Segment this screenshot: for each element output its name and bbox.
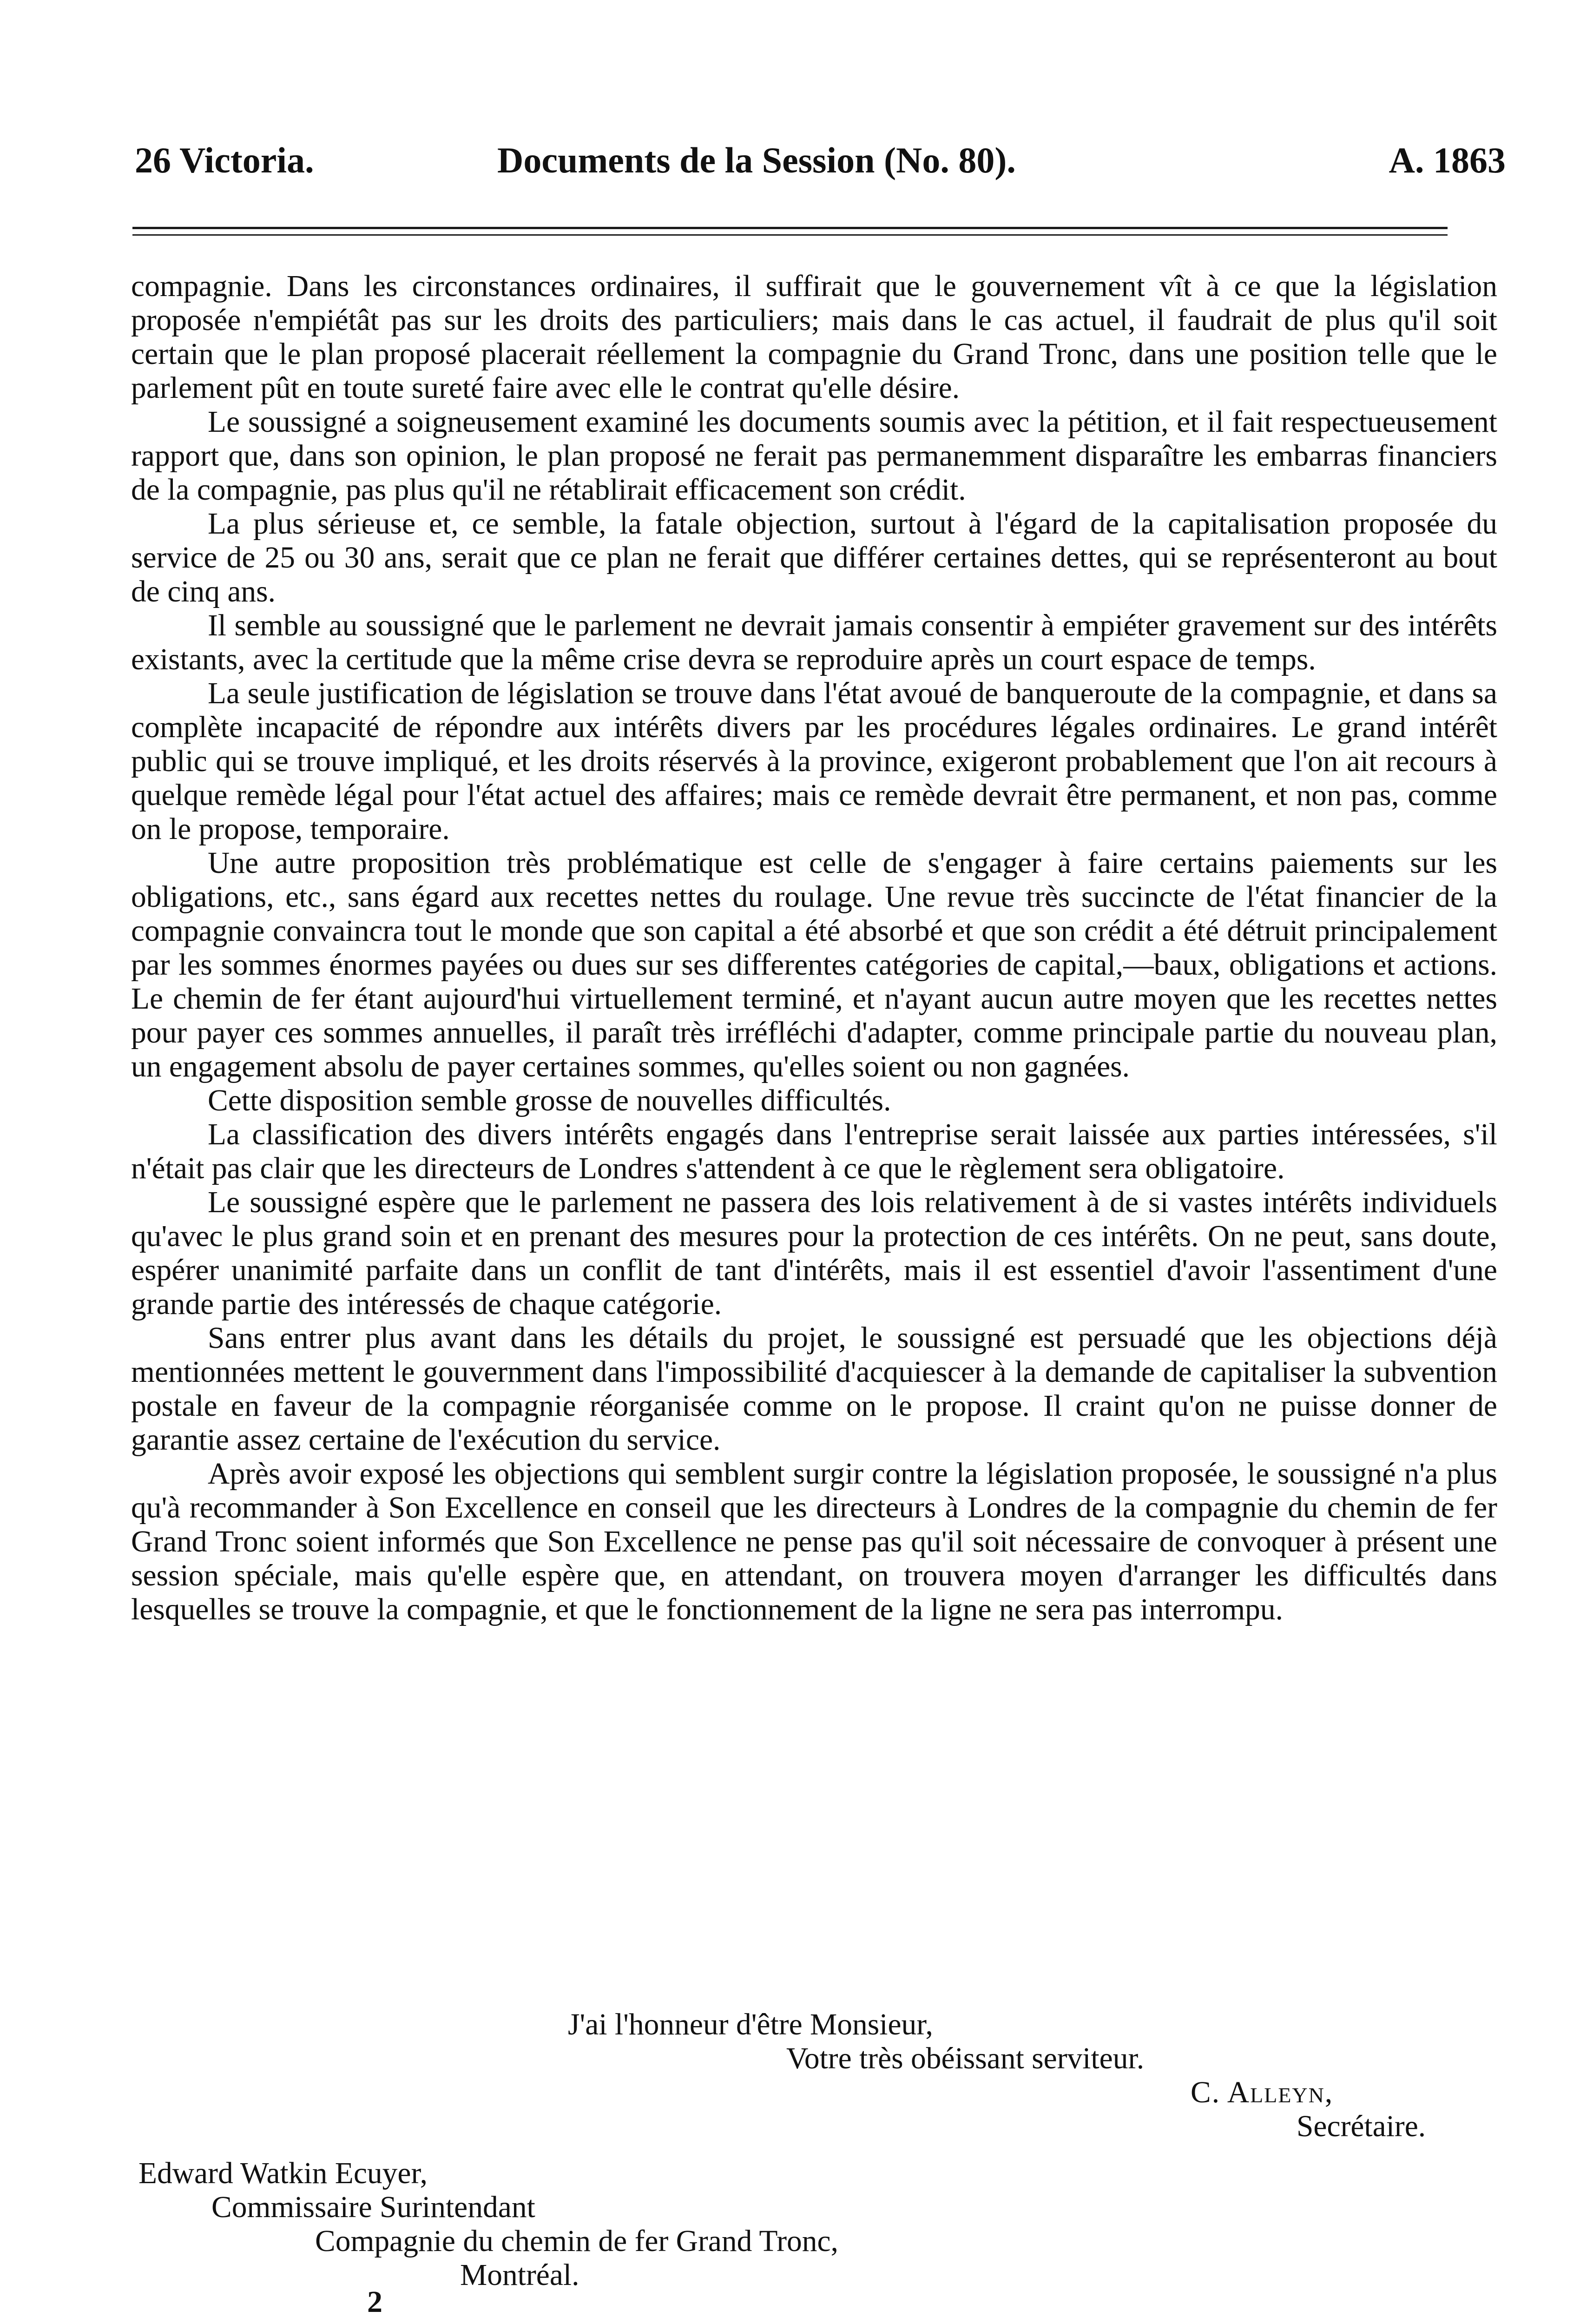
running-header <box>135 139 1506 191</box>
header-document-title: Documents de la Session (No. 80). <box>497 140 1016 180</box>
paragraph: La plus sérieuse et, ce semble, la fatale objection, surtout à l'égard de la capitalisation proposée du service de 25 ou 30 ans, serait que ce plan ne ferait que différer certaines dettes, qui se représenteront au bout de cinq ans. <box>131 507 1497 608</box>
header-rule-thick <box>132 227 1448 229</box>
paragraph: Le soussigné a soigneusement examiné les documents soumis avec la pétition, et il fait respectueusement rapport que, dans son opinion, le plan proposé ne ferait pas permanemment disparaître les embarras financiers de la compagnie, pas plus qu'il ne rétablirait efficacement son crédit. <box>131 405 1497 507</box>
paragraph: La seule justification de législation se trouve dans l'état avoué de banqueroute de la compagnie, et dans sa complète incapacité de répondre aux intérêts divers par les procédures légales ordinaires. Le grand intérêt public qui se trouve impliqué, et les droits réservés à la province, exigeront probablement que l'on ait recours à quelque remède légal pour l'état actuel des affaires; mais ce remède devrait être permanent, et non pas, comme on le propose, temporaire. <box>131 677 1497 846</box>
letter-body <box>131 270 1497 1627</box>
page-number: 2 <box>367 2285 382 2319</box>
paragraph: Le soussigné espère que le parlement ne passera des lois relativement à de si vastes intérêts individuels qu'avec le plus grand soin et en prenant des mesures pour la protection de ces intérêts. On ne peut, sans doute, espérer unanimité parfaite dans un conflit de tant d'intérêts, mais il est essentiel d'avoir l'assentiment d'une grande partie des intéressés de chaque catégorie. <box>131 1186 1497 1321</box>
paragraph: Cette disposition semble grosse de nouvelles difficultés. <box>208 1084 891 1117</box>
paragraph: compagnie. Dans les circonstances ordinaires, il suffirait que le gouvernement vît à ce que la législation proposée n'empiétât pas sur les droits des particuliers; mais dans le cas actuel, il faudrait de plus qu'il soit certain que le plan proposé placerait réellement la compagnie du Grand Tronc, dans une position telle que le parlement pût en toute sureté faire avec elle le contrat qu'elle désire. <box>131 270 1497 405</box>
paragraph: Une autre proposition très problématique est celle de s'engager à faire certains paiements sur les obligations, etc., sans égard aux recettes nettes du roulage. Une revue très succincte de l'état financier de la compagnie convaincra tout le monde que son capital a été absorbé et que son crédit a été détruit principalement par les sommes énormes payées ou dues sur ses differentes catégories de capital,—baux, obligations et actions. Le chemin de fer étant aujourd'hui virtuellement terminé, et n'ayant aucun autre moyen que les recettes nettes pour payer ces sommes annuelles, il paraît très irréfléchi d'adapter, comme principale partie du nouveau plan, un engagement absolu de payer certaines sommes, qu'elles soient ou non gagnées. <box>131 846 1497 1083</box>
header-year: A. 1863 <box>1389 140 1506 180</box>
paragraph: Sans entrer plus avant dans les détails du projet, le soussigné est persuadé que les objections déjà mentionnées mettent le gouvernment dans l'impossibilité d'acquiescer à la demande de capitaliser la subvention postale en faveur de la compagnie réorganisée comme on le propose. Il craint qu'on ne puisse donner de garantie assez certaine de l'exécution du service. <box>131 1321 1497 1457</box>
paragraph: La classification des divers intérêts engagés dans l'entreprise serait laissée aux parties intéressées, s'il n'était pas clair que les directeurs de Londres s'attendent à ce que le règlement sera obligatoire. <box>131 1118 1497 1185</box>
closing-valediction: Votre très obéissant serviteur. <box>786 2042 1145 2075</box>
header-session-year: 26 Victoria. <box>135 140 314 180</box>
signature-name: C. Alleyn, <box>1191 2076 1334 2109</box>
addressee-city: Montréal. <box>460 2258 579 2292</box>
signature-title: Secrétaire. <box>1297 2110 1426 2143</box>
paragraph: Il semble au soussigné que le parlement ne devrait jamais consentir à empiéter gravement sur des intérêts existants, avec la certitude que la même crise devra se reproduire après un court espace de temps. <box>131 609 1497 676</box>
closing-salutation: J'ai l'honneur d'être Monsieur, <box>568 2008 933 2041</box>
addressee-position: Commissaire Surintendant <box>211 2191 535 2224</box>
addressee-company: Compagnie du chemin de fer Grand Tronc, <box>315 2225 839 2258</box>
header-rule-thin <box>132 234 1448 236</box>
addressee-name: Edward Watkin Ecuyer, <box>138 2157 428 2190</box>
paragraph: Après avoir exposé les objections qui semblent surgir contre la législation proposée, le soussigné n'a plus qu'à recommander à Son Excellence en conseil que les directeurs à Londres de la compagnie du chemin de fer Grand Tronc soient informés que Son Excellence ne pense pas qu'il soit nécessaire de convoquer à présent une session spéciale, mais qu'elle espère que, en attendant, on trouvera moyen d'arranger les difficultés dans lesquelles se trouve la compagnie, et que le fonctionnement de la ligne ne sera pas interrompu. <box>131 1457 1497 1626</box>
